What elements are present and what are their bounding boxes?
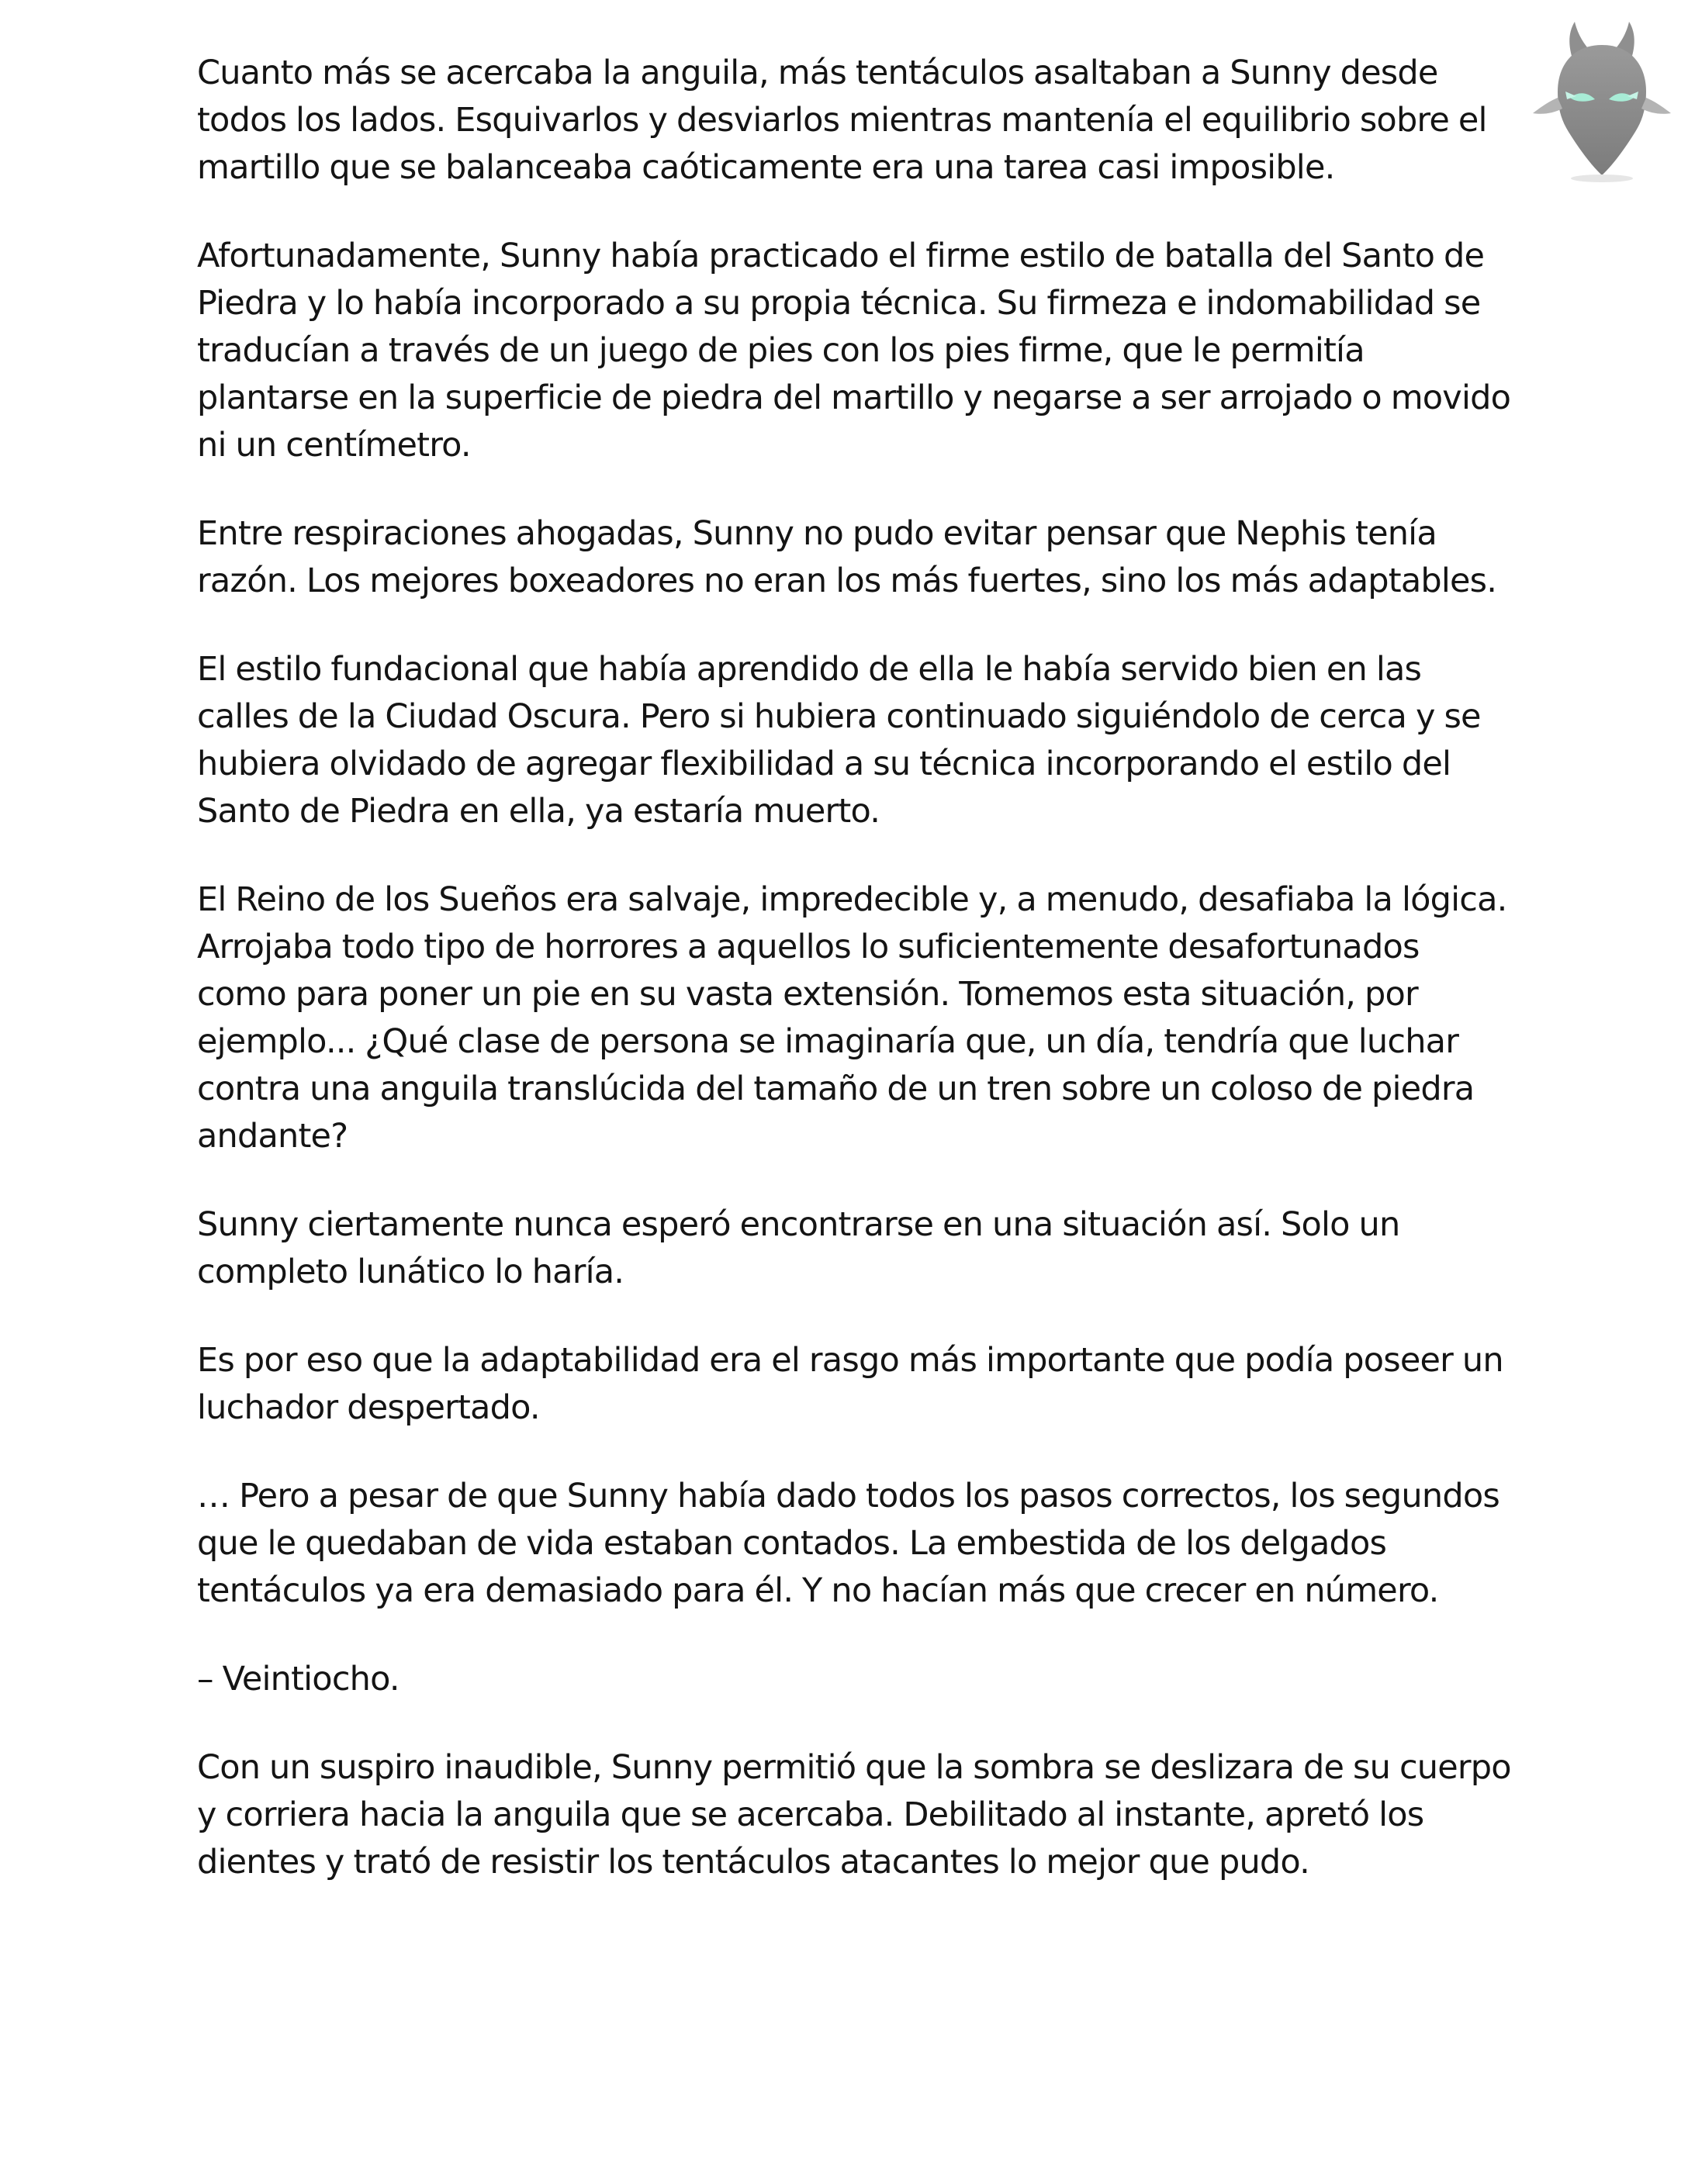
paragraph: El estilo fundacional que había aprendido de ella le había servido bien en las calles de la Ciudad Oscura. Pero si hubiera continuado siguiéndolo de cerca y se hubiera olvidado de agregar flexibilidad a su técnica incorporando el estilo del Santo de Piedra en ella, ya estaría muerto. [197,650,1481,831]
dialogue-line: – Veintiocho. [197,1660,400,1698]
paragraph: Entre respiraciones ahogadas, Sunny no pudo evitar pensar que Nephis tenía razón. Los mejores boxeadores no eran los más fuertes, sino los más adaptables. [197,514,1497,600]
paragraph: … Pero a pesar de que Sunny había dado todos los pasos correctos, los segundos que le quedaban de vida estaban contados. La embestida de los delgados tentáculos ya era demasiado para él. Y no hacían más que crecer en número. [197,1477,1499,1610]
paragraph: El Reino de los Sueños era salvaje, impredecible y, a menudo, desafiaba la lógica. Arrojaba todo tipo de horrores a aquellos lo suficientemente desafortunados como para poner un pie en su vasta extensión. Tomemos esta situación, por ejemplo... ¿Qué clase de persona se imaginaría que, un día, tendría que luchar contra una anguila translúcida del tamaño de un tren sobre un coloso de piedra andante? [197,880,1507,1156]
paragraph: Afortunadamente, Sunny había practicado el firme estilo de batalla del Santo de Piedra y lo había incorporado a su propia técnica. Su firmeza e indomabilidad se traducían a través de un juego de pies con los pies firme, que le permitía plantarse en la superficie de piedra del martillo y negarse a ser arrojado o movido ni un centímetro. [197,237,1511,465]
demon-head-icon [1530,11,1674,186]
body-text [197,50,1516,1927]
paragraph: Es por eso que la adaptabilidad era el rasgo más importante que podía poseer un luchador despertado. [197,1341,1503,1427]
paragraph: Sunny ciertamente nunca esperó encontrarse en una situación así. Solo un completo lunático lo haría. [197,1205,1400,1291]
paragraph: Con un suspiro inaudible, Sunny permitió que la sombra se deslizara de su cuerpo y corriera hacia la anguila que se acercaba. Debilitado al instante, apretó los dientes y trató de resistir los tentáculos atacantes lo mejor que pudo. [197,1748,1511,1882]
paragraph: Cuanto más se acercaba la anguila, más tentáculos asaltaban a Sunny desde todos los lados. Esquivarlos y desviarlos mientras mantenía el equilibrio sobre el martillo que se balanceaba caóticamente era una tarea casi imposible. [197,54,1487,187]
